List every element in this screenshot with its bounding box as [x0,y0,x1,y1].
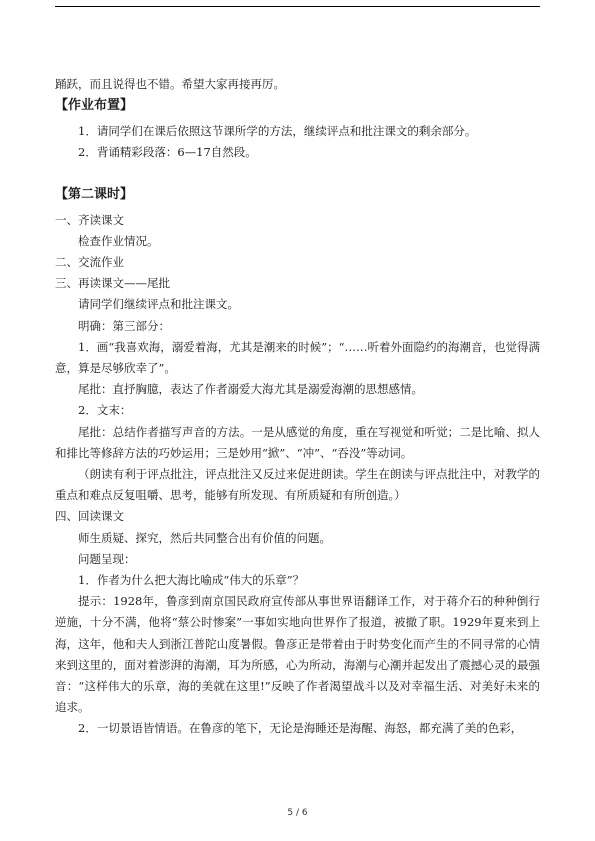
section-heading-second-lesson: 【第二课时】 [55,186,134,202]
step-heading-4: 四、回读课文 [55,509,124,524]
step-3-item-2: 2．文末： [78,403,132,418]
step-3-text: 请同学们继续评点和批注课文。 [78,297,239,312]
question-2: 2．一切景语皆情语。在鲁彦的笔下，无论是海睡还是海醒、海怒，都充满了美的色彩， [78,721,523,736]
step-4-text: 师生质疑、探究，然后共同整合出有价值的问题。 [78,530,331,545]
question-1: 1．作者为什么把大海比喻成“伟大的乐章”？ [78,573,305,588]
document-body [55,74,540,740]
paragraph-continuation: 踊跃，而且说得也不错。希望大家再接再厉。 [55,77,285,91]
step-4-problems-label: 问题呈现： [78,551,136,566]
step-3-annotation-1: 尾批：直抒胸臆，表达了作者溺爱大海尤其是溺爱海潮的思想感情。 [78,382,423,397]
question-1-hint: 提示：1928年，鲁彦到南京国民政府宣传部从事世界语翻译工作，对于蒋介石的种种倒行逆施，十分不满，他将“蔡公时惨案”一事如实地向世界作了报道，被撤了职。1929年夏来到上海，这年，他和夫人到浙江普陀山度暑假。鲁彦正是带着由于时势变化而产生的不同寻常的心情来到这里的，面对着澎湃的海潮，耳为所感，心为所动，海潮与心潮并起发出了震撼心灵的最强音：“这样伟大的乐章，海的美就在这里!”反映了作者渴望战斗以及对幸福生活、对美好未来的追求。 [55,594,540,715]
step-3-note: （朗读有利于评点批注，评点批注又反过来促进朗读。学生在朗读与评点批注中，对教学的重点和难点反复咀嚼、思考，能够有所发现、有所质疑和有所创造。） [55,467,540,503]
step-3-clarify: 明确：第三部分： [78,318,170,333]
step-heading-2: 二、交流作业 [55,255,124,270]
step-1-text: 检查作业情况。 [78,233,159,248]
header-rule [55,6,540,7]
step-heading-3: 三、再读课文——尾批 [55,276,170,291]
homework-item-1: 1．请同学们在课后依照这节课所学的方法，继续评点和批注课文的剩余部分。 [78,124,477,139]
page-number: 5 / 6 [287,808,308,818]
step-3-item-1: 1．画“我喜欢海，溺爱着海，尤其是潮来的时候”；“……听着外面隐约的海潮音，也觉得满意，算是尽够欣幸了”。 [55,339,540,376]
step-3-annotation-2: 尾批：总结作者描写声音的方法。一是从感觉的角度，重在写视觉和听觉；二是比喻、拟人和排比等修辞方法的巧妙运用；三是妙用“掀”、“冲”、“吞没”等动词。 [55,424,540,460]
homework-item-2: 2．背诵精彩段落：6—17自然段。 [78,145,257,160]
section-heading-homework: 【作业布置】 [55,98,134,114]
step-heading-1: 一、齐读课文 [55,212,124,227]
